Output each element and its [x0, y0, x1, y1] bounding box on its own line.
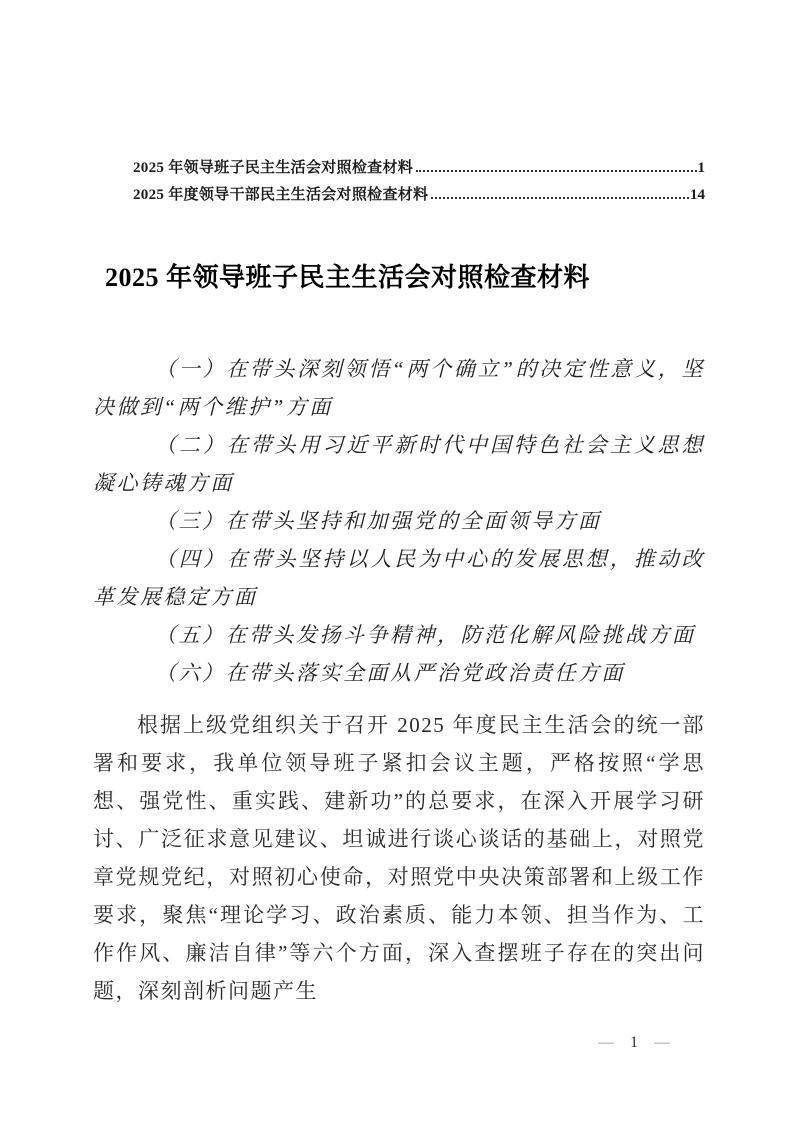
body-paragraph: 根据上级党组织关于召开 2025 年度民主生活会的统一部署和要求，我单位领导班子紧扣会议主题，严格按照“学思想、强党性、重实践、建新功”的总要求，在深入开展学习研讨、广泛征求意见建议、坦诚进行谈心谈话的基础上，对照党章党规党纪，对照初心使命，对照党中央决策部署和上级工作要求，聚焦“理论学习、政治素质、能力本领、担当作为、工作作风、廉洁自律”等六个方面，深入查摆班子存在的突出问题，深刻剖析问题产生: [93, 713, 705, 1003]
toc-entry-title[interactable]: 2025 年领导班子民主生活会对照检查材料: [133, 160, 414, 176]
outline-item-1: （一）在带头深刻领悟“两个确立”的决定性意义，坚决做到“两个维护”方面: [93, 357, 705, 419]
toc-page-number[interactable]: 1: [697, 160, 705, 176]
outline-item-6: （六）在带头落实全面从严治党政治责任方面: [155, 661, 625, 685]
page-number-dash-right: —: [654, 1034, 670, 1051]
outline-item-3: （三）在带头坚持和加强党的全面领导方面: [155, 509, 602, 533]
outline-item-4: （四）在带头坚持以人民为中心的发展思想，推动改革发展稳定方面: [93, 547, 705, 609]
toc-entry-title[interactable]: 2025 年度领导干部民主生活会对照检查材料: [133, 187, 429, 203]
toc-dot-leader: [416, 170, 696, 172]
page-number-dash-left: —: [598, 1034, 614, 1051]
toc-entry[interactable]: [133, 155, 705, 182]
outline-section: [93, 350, 705, 692]
table-of-contents: [133, 155, 705, 209]
page-number: [598, 1033, 670, 1053]
outline-item-2: （二）在带头用习近平新时代中国特色社会主义思想凝心铸魂方面: [93, 433, 705, 495]
toc-entry[interactable]: [133, 182, 705, 209]
toc-dot-leader: [431, 197, 689, 199]
page-number-value: 1: [630, 1034, 638, 1051]
outline-item-5: （五）在带头发扬斗争精神，防范化解风险挑战方面: [155, 623, 696, 647]
document-title: 2025 年领导班子民主生活会对照检查材料: [105, 263, 591, 292]
toc-page-number[interactable]: 14: [690, 187, 705, 203]
page-content: [93, 0, 705, 1010]
